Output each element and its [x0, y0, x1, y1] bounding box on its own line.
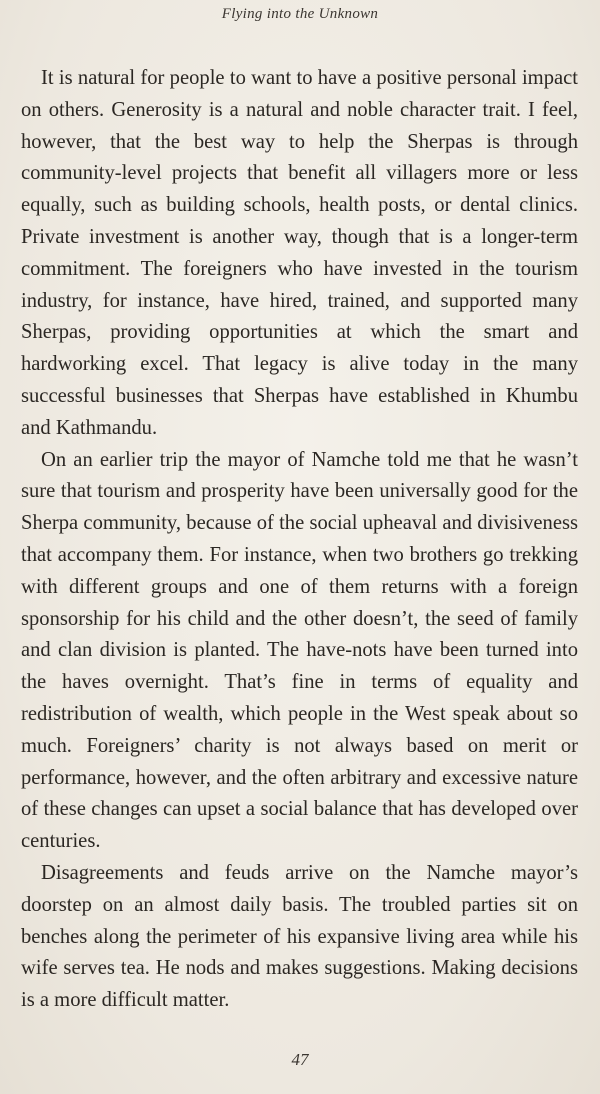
paragraph-1: It is natural for people to want to have a positive personal impact on others. Generosity is a natural and noble character trait. I feel, however, that the best way to help the Sherpas is through community-level projects that benefit all villagers more or less equally, such as building schools, health posts, or dental clinics. Private investment is another way, though that is a longer-term commitment. The foreigners who have invested in the tourism industry, for instance, have hired, trained, and supported many Sherpas, providing opportunities at which the smart and hardworking excel. That legacy is alive today in the many successful businesses that Sherpas have established in Khumbu and Kathmandu. — [21, 67, 578, 439]
paragraph-3: Disagreements and feuds arrive on the Namche mayor’s doorstep on an almost daily basis. The troubled parties sit on benches along the perimeter of his expansive living area while his wife serves tea. He nods and makes suggestions. Making decisions is a more difficult matter. — [21, 861, 578, 1012]
paragraph-2: On an earlier trip the mayor of Namche told me that he wasn’t sure that tourism and prosperity have been universally good for the Sherpa community, because of the social upheaval and divisiveness that accompany them. For instance, when two brothers go trekking with different groups and one of them returns with a foreign sponsorship for his child and the other doesn’t, the seed of family and clan division is planted. The have-nots have been turned into the haves overnight. That’s fine in terms of equality and redistribution of wealth, which people in the West speak about so much. Foreigners’ charity is not always based on merit or performance, however, and the often arbitrary and excessive nature of these changes can upset a social balance that has developed over centuries. — [21, 448, 578, 853]
running-head: Flying into the Unknown — [221, 6, 379, 22]
body-text — [21, 63, 578, 1017]
page-number: 47 — [291, 1050, 309, 1069]
